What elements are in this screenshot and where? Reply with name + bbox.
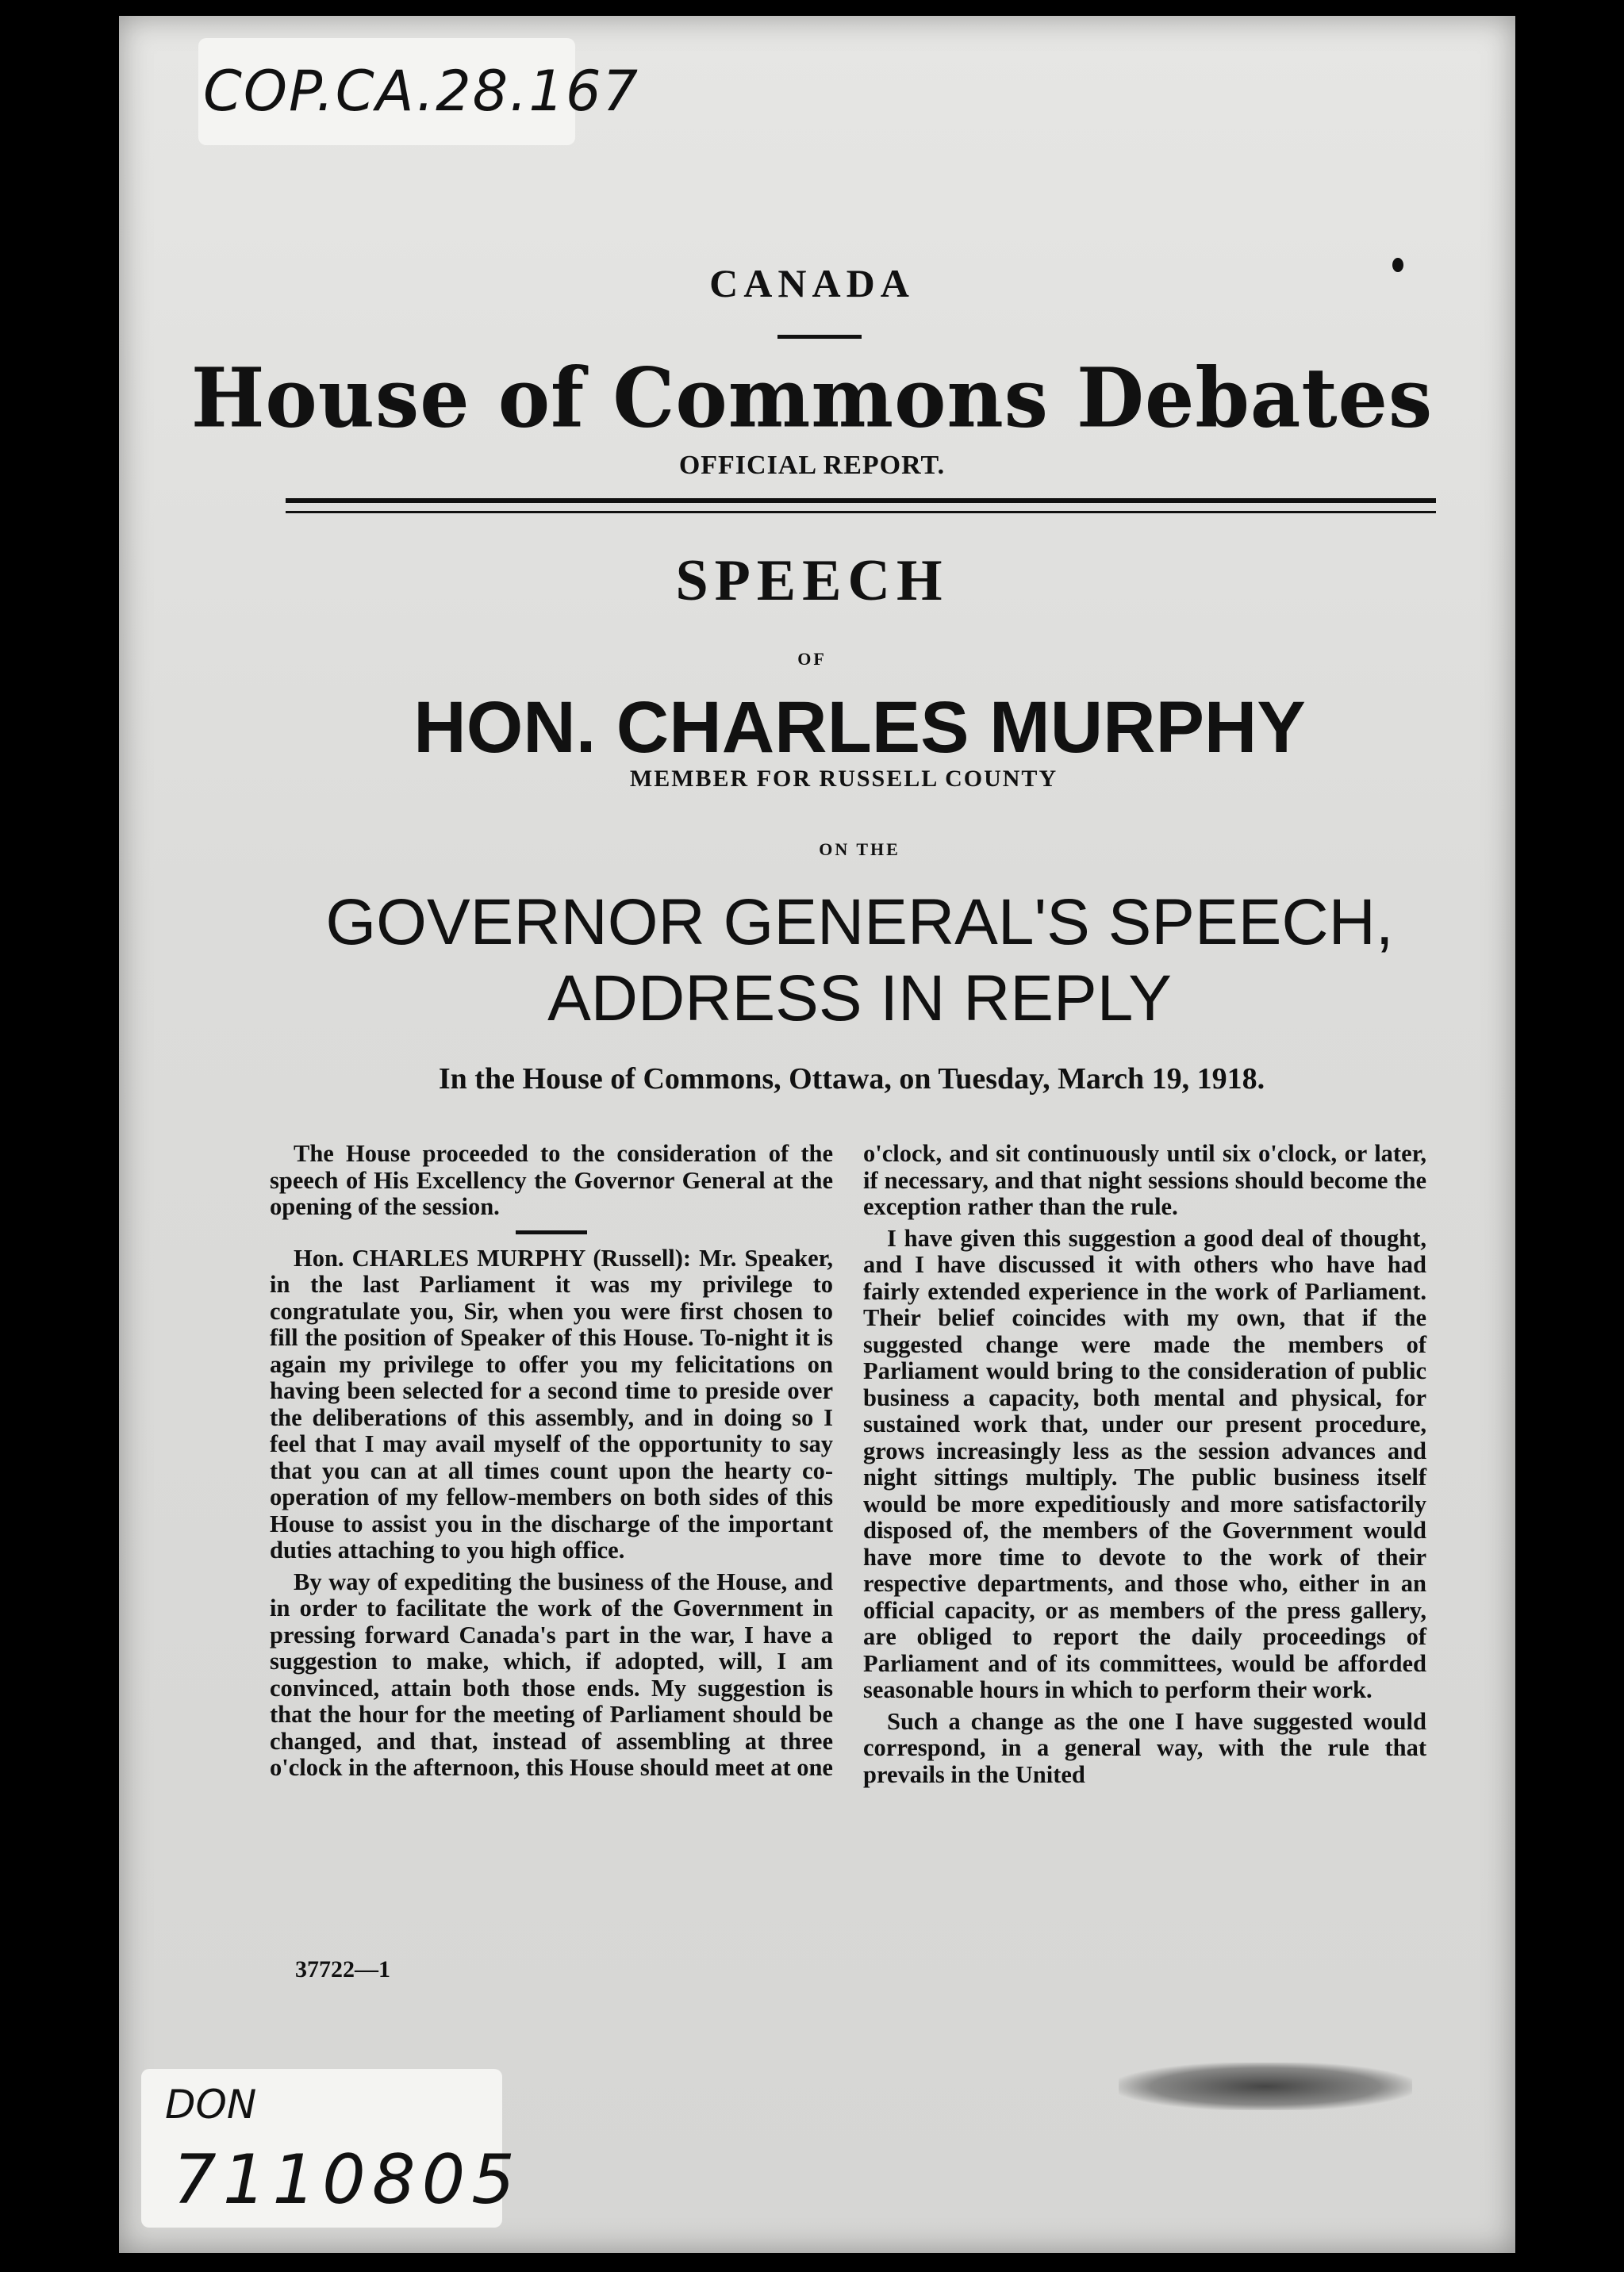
report-type: OFFICIAL REPORT. — [678, 451, 946, 480]
subject-line-2: ADDRESS IN REPLY — [547, 962, 1172, 1034]
paragraph-separator — [516, 1230, 587, 1234]
ink-stamp-smudge — [1119, 2063, 1412, 2110]
country-heading: CANADA — [709, 261, 915, 305]
speaker-name: HON. CHARLES MURPHY — [413, 687, 1306, 768]
masthead-rule-thick — [286, 498, 1436, 503]
masthead-rule-thin — [286, 511, 1436, 513]
speech-heading: SPEECH — [675, 548, 949, 613]
speaker-role: MEMBER FOR RUSSELL COUNTY — [629, 766, 1058, 792]
of-connector: OF — [797, 649, 827, 669]
paragraph: Hon. CHARLES MURPHY (Russell): Mr. Speaker, in the last Parliament it was my privilege to congratulate you, Sir, when you were first chosen to fill the position of Speaker of this House. To-night it is again my privilege to offer you my felicitations on having been selected for a second time to preside over the deliberations of this assembly, and in doing so I feel that I may avail myself of the opportunity to say that you can at all times count upon the hearty co-operation of my fellow-members on both sides of this House to assist you in the discharge of the important duties attaching to you high office. — [270, 1244, 833, 1564]
paragraph: o'clock, and sit continuously until six o'clock, or later, if necessary, and that night sessions should become the exception rather than the rule. — [863, 1140, 1426, 1220]
subject-line-1: GOVERNOR GENERAL'S SPEECH, — [325, 886, 1394, 958]
archive-label-bottom-line2: 7110805 — [173, 2140, 522, 2220]
paragraph: I have given this suggestion a good deal of thought, and I have discussed it with others who have had fairly extended experience in the work of Parliament. Their belief coincides with my own, that if the suggested change were made the members of Parliament would bring to the consideration of public business a capacity, both mental and physical, for sustained work that, under our present procedure, grows increasingly less as the session advances and night sittings multiply. The public business itself would be more expeditiously and more satisfactorily disposed of, the members of the Government would have more time to devote to the work of their respective departments, and those who, either in an official capacity, or as members of the press gallery, are obliged to report the daily proceedings of Parliament and of its committees, would be afforded seasonable hours in which to perform their work. — [863, 1224, 1426, 1703]
archive-label-top — [198, 38, 640, 145]
archive-label-top-text: COP.CA.28.167 — [203, 59, 640, 124]
on-the-connector: ON THE — [819, 839, 900, 859]
page-number: 37722—1 — [295, 1956, 390, 1982]
archive-label-bottom — [141, 2069, 522, 2228]
paragraph: The House proceeded to the consideration of the speech of His Excellency the Governor General at the opening of the session. — [270, 1140, 833, 1220]
archive-label-bottom-line1: DON — [165, 2082, 257, 2128]
paragraph: By way of expediting the business of the House, and in order to facilitate the work of the Government in pressing forward Canada's part in the war, I have a suggestion to make, which, if adopted, will, I am convinced, attain both those ends. My suggestion is that the hour for the meeting of Parliament should be changed, and that, instead of assembling at three o'clock in the afternoon, this House should meet at one — [270, 1568, 833, 1781]
short-rule — [777, 335, 862, 339]
right-column — [863, 1141, 1426, 1793]
speech-subject — [48, 885, 1624, 1037]
dateline: In the House of Commons, Ottawa, on Tuesday, March 19, 1918. — [438, 1062, 1265, 1096]
left-column — [270, 1141, 833, 1787]
publication-masthead: House of Commons Debates — [190, 351, 1434, 447]
paragraph: Such a change as the one I have suggested would correspond, in a general way, with the rule that prevails in the United — [863, 1707, 1426, 1788]
